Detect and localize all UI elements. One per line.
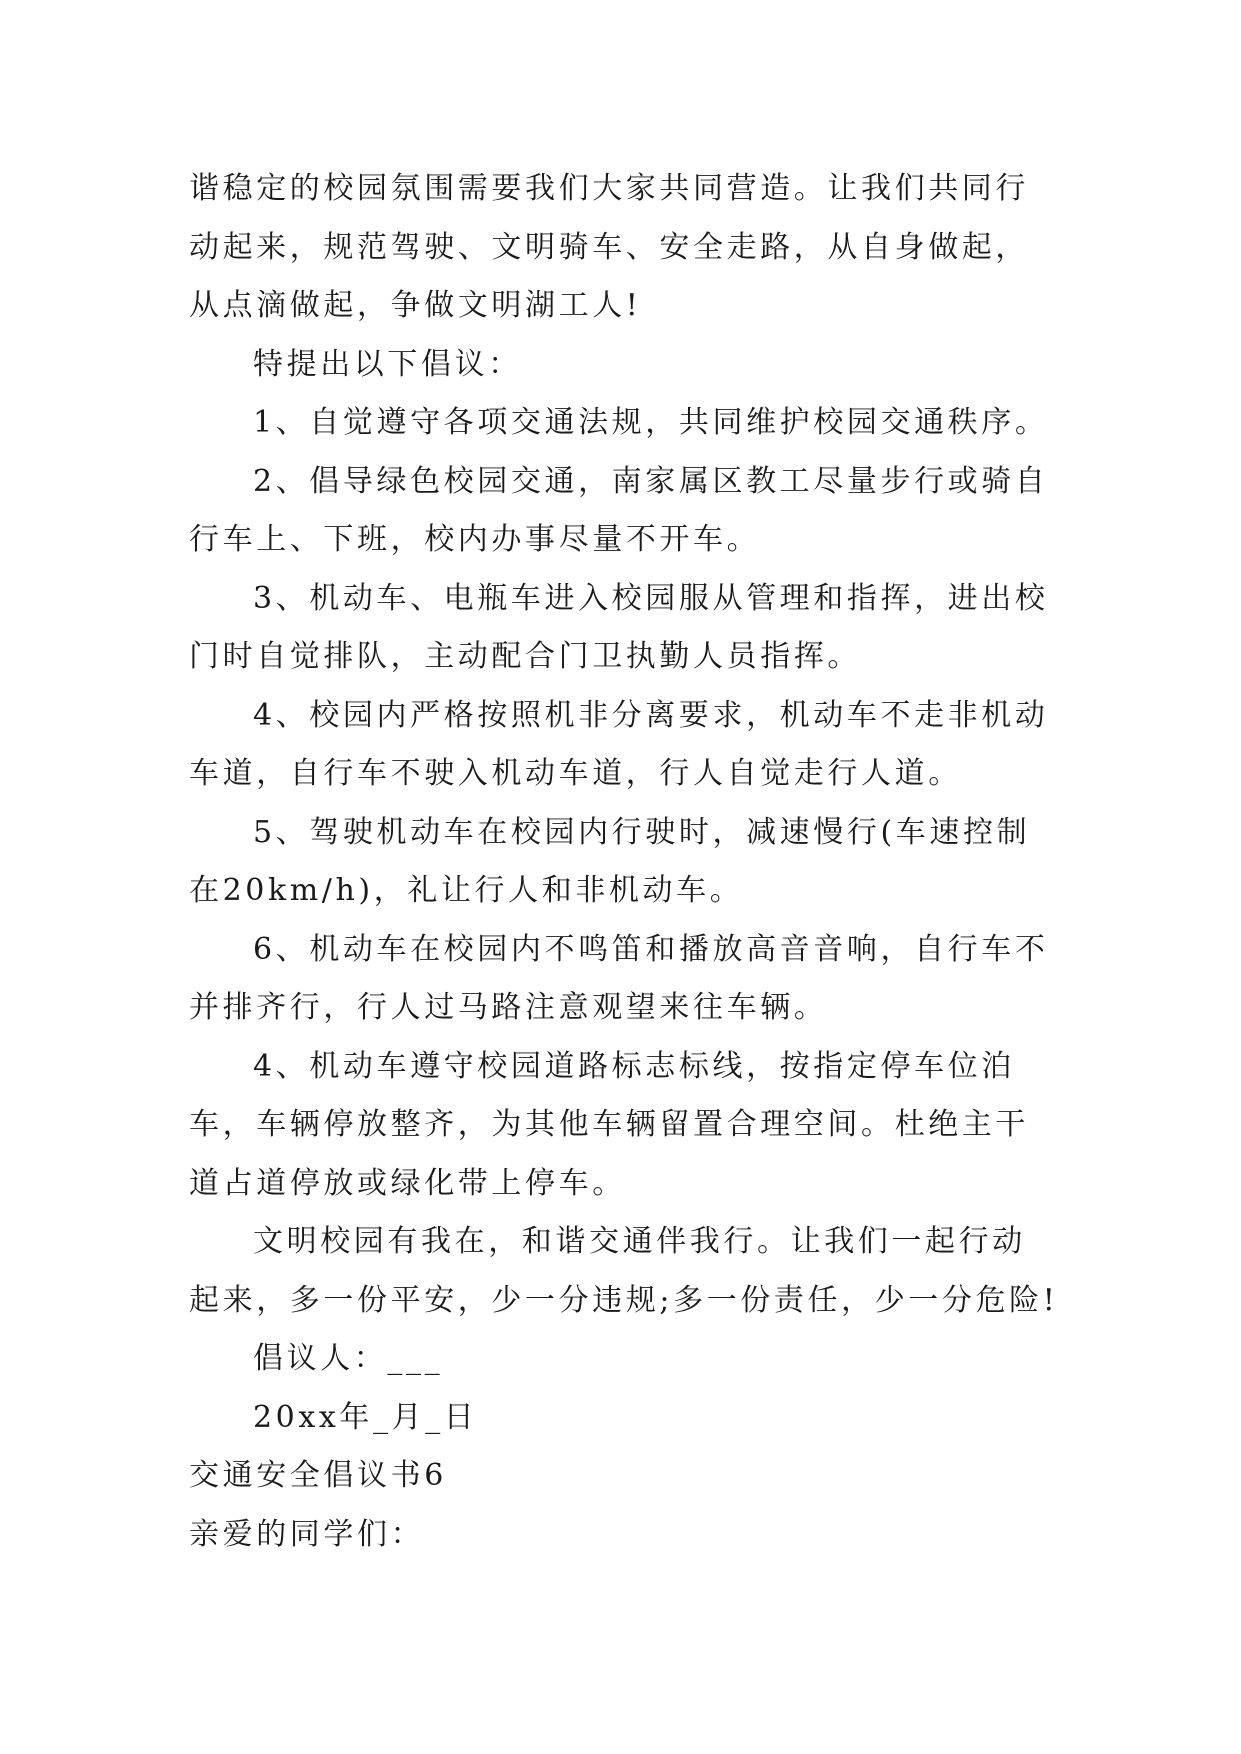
proposal-item-3: 3、机动车、电瓶车进入校园服从管理和指挥，进出校门时自觉排队，主动配合门卫执勤人员指挥。 xyxy=(189,580,1049,674)
section-title: 交通安全倡议书6 xyxy=(189,1458,447,1493)
proposal-item-6: 6、机动车在校园内不鸣笛和播放高音音响，自行车不并排齐行，行人过马路注意观望来往车辆。 xyxy=(189,931,1049,1025)
proposer-signature: 倡议人：___ xyxy=(253,1341,444,1376)
proposal-item-7: 4、机动车遵守校园道路标志标线，按指定停车位泊车，车辆停放整齐，为其他车辆留置合理空间。杜绝主干道占道停放或绿化带上停车。 xyxy=(189,1048,1029,1201)
document-date: 20xx年_月_日 xyxy=(253,1399,478,1435)
salutation: 亲爱的同学们： xyxy=(189,1516,425,1552)
document-body xyxy=(189,160,1059,1564)
proposal-item-2: 2、倡导绿色校园交通，南家属区教工尽量步行或骑自行车上、下班，校内办事尽量不开车。 xyxy=(189,463,1049,557)
proposal-item-4: 4、校园内严格按照机非分离要求，机动车不走非机动车道，自行车不驶入机动车道，行人自觉走行人道。 xyxy=(189,697,1049,791)
proposal-item-5: 5、驾驶机动车在校园内行驶时，减速慢行(车速控制在20km/h)，礼让行人和非机动车。 xyxy=(189,814,1031,908)
paragraph-continuation: 谐稳定的校园氛围需要我们大家共同营造。让我们共同行动起来，规范驾驶、文明骑车、安全走路，从自身做起，从点滴做起，争做文明湖工人! xyxy=(189,171,1029,323)
proposal-item-1: 1、自觉遵守各项交通法规，共同维护校园交通秩序。 xyxy=(253,405,1049,440)
closing-paragraph: 文明校园有我在，和谐交通伴我行。让我们一起行动起来，多一份平安，少一分违规;多一份责任，少一分危险! xyxy=(189,1224,1059,1318)
paragraph-intro: 特提出以下倡议： xyxy=(253,346,522,382)
